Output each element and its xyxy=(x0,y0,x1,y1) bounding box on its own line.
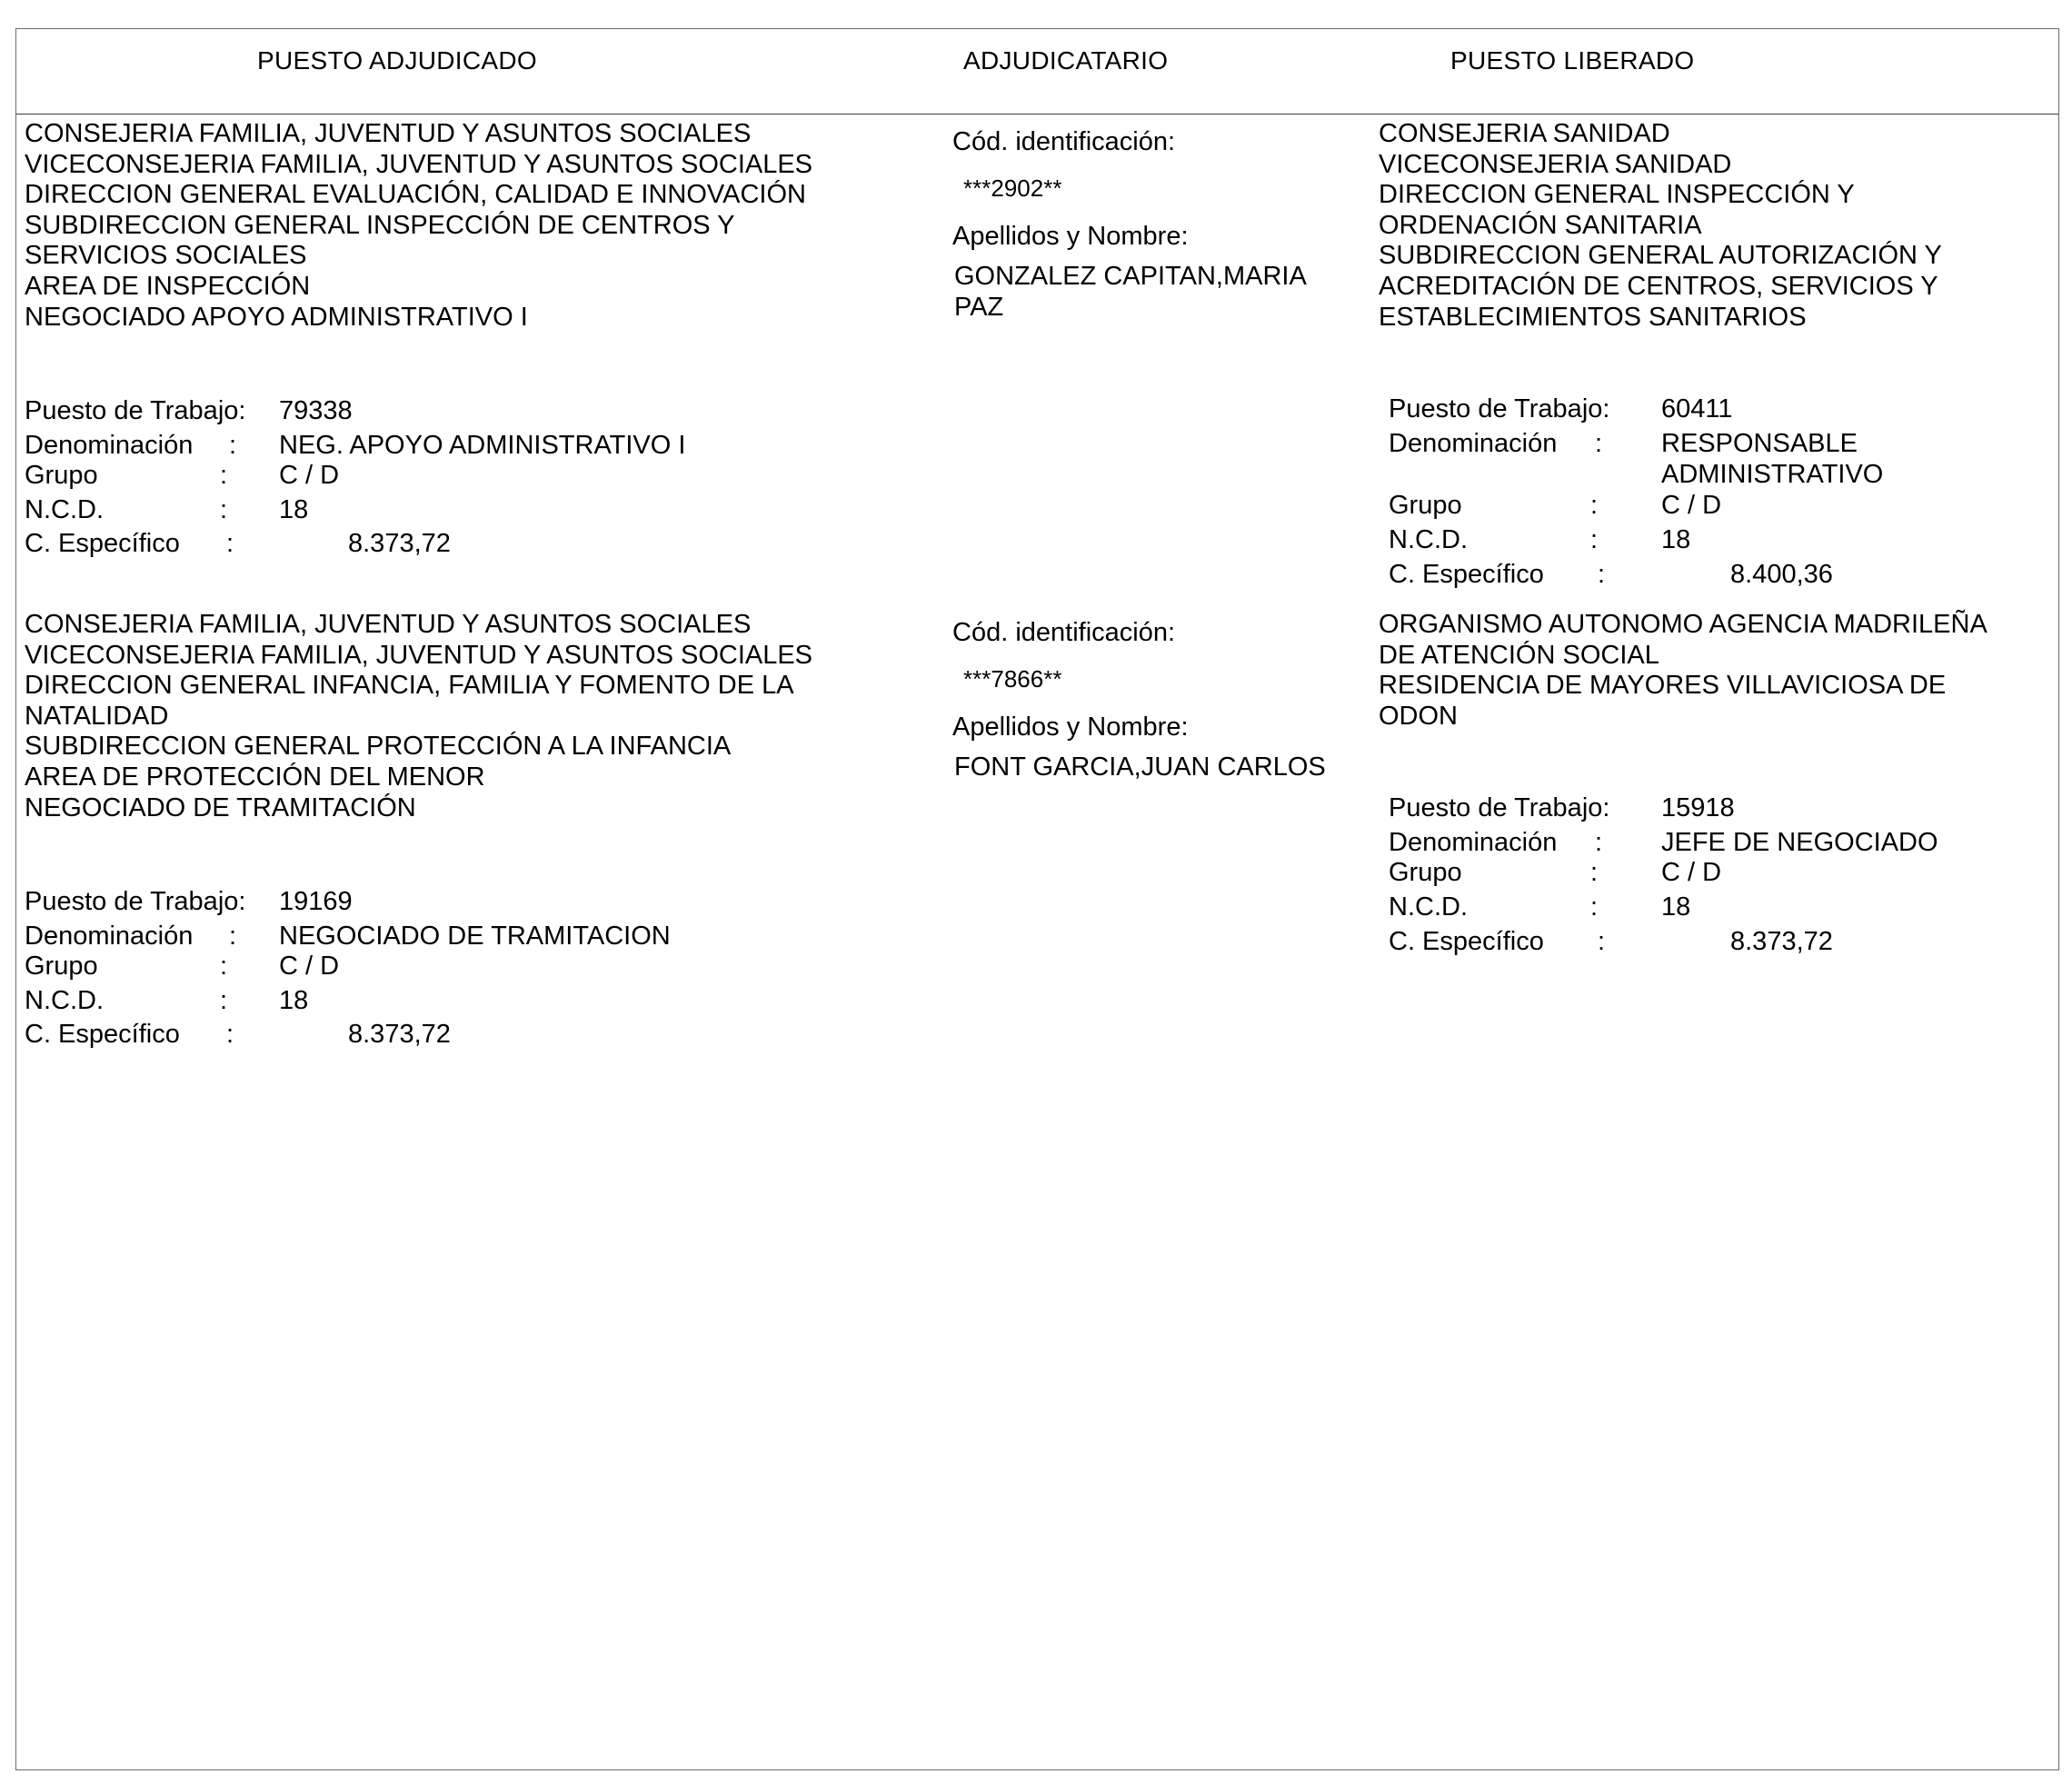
colon: : xyxy=(220,461,228,490)
org-line: ODON xyxy=(1379,701,1458,731)
value-grupo: C / D xyxy=(279,952,340,981)
org-line: DIRECCION GENERAL EVALUACIÓN, CALIDAD E INNOVACIÓN xyxy=(25,180,806,210)
value-denominacion-line: RESPONSABLE xyxy=(1661,429,1858,458)
label-puesto-trabajo: Puesto de Trabajo: xyxy=(25,396,246,425)
label-c-especifico: C. Específico xyxy=(25,529,180,558)
value-ncd: 18 xyxy=(279,495,309,524)
org-line: RESIDENCIA DE MAYORES VILLAVICIOSA DE xyxy=(1379,671,1947,701)
org-line: ESTABLECIMIENTOS SANITARIOS xyxy=(1379,302,1807,332)
value-puesto-trabajo: 79338 xyxy=(279,396,353,425)
table-header-row xyxy=(16,29,2058,115)
label-c-especifico: C. Específico xyxy=(25,1020,180,1049)
label-grupo: Grupo xyxy=(1389,858,1462,887)
label-grupo: Grupo xyxy=(1389,491,1462,520)
colon: : xyxy=(220,495,228,524)
value-grupo: C / D xyxy=(1661,858,1722,887)
org-line: ORDENACIÓN SANITARIA xyxy=(1379,210,1702,240)
org-line: DIRECCION GENERAL INSPECCIÓN Y xyxy=(1379,180,1855,210)
org-line: NATALIDAD xyxy=(25,701,169,731)
header-puesto-liberado: PUESTO LIBERADO xyxy=(1450,46,1695,75)
colon: : xyxy=(226,529,234,558)
value-c-especifico: 8.373,72 xyxy=(348,529,451,558)
org-line: NEGOCIADO APOYO ADMINISTRATIVO I xyxy=(25,302,528,332)
header-puesto-adjudicado: PUESTO ADJUDICADO xyxy=(257,46,537,75)
org-line: SUBDIRECCION GENERAL INSPECCIÓN DE CENTROS Y xyxy=(25,210,735,240)
label-cod-identificacion: Cód. identificación: xyxy=(952,127,1176,156)
value-denominacion-line: ADMINISTRATIVO xyxy=(1661,460,1884,489)
org-line: ACREDITACIÓN DE CENTROS, SERVICIOS Y xyxy=(1379,271,1938,301)
label-grupo: Grupo xyxy=(25,952,98,981)
org-line: VICECONSEJERIA SANIDAD xyxy=(1379,149,1732,179)
colon: : xyxy=(220,952,228,981)
label-grupo: Grupo xyxy=(25,461,98,490)
label-c-especifico: C. Específico xyxy=(1389,927,1544,956)
label-apellidos-nombre: Apellidos y Nombre: xyxy=(952,222,1189,251)
org-line: CONSEJERIA FAMILIA, JUVENTUD Y ASUNTOS SOCIALES xyxy=(25,610,752,639)
org-line: NEGOCIADO DE TRAMITACIÓN xyxy=(25,792,416,822)
value-ncd: 18 xyxy=(279,986,309,1015)
label-denominacion: Denominación xyxy=(1389,429,1558,458)
entry-2-liberado-org xyxy=(1379,610,1987,732)
label-denominacion: Denominación xyxy=(25,922,194,951)
value-grupo: C / D xyxy=(279,461,340,490)
label-puesto-trabajo: Puesto de Trabajo: xyxy=(1389,793,1610,822)
header-adjudicatario: ADJUDICATARIO xyxy=(963,46,1169,75)
label-apellidos-nombre: Apellidos y Nombre: xyxy=(952,713,1189,742)
entry-1-adjudicado-org xyxy=(25,119,812,333)
value-ncd: 18 xyxy=(1661,892,1691,922)
entry-1-liberado-org xyxy=(1379,119,1942,333)
colon: : xyxy=(1590,858,1599,887)
org-line: CONSEJERIA FAMILIA, JUVENTUD Y ASUNTOS SOCIALES xyxy=(25,119,752,148)
label-denominacion: Denominación xyxy=(25,431,194,460)
org-line: AREA DE INSPECCIÓN xyxy=(25,271,311,301)
label-cod-identificacion: Cód. identificación: xyxy=(952,618,1176,647)
colon: : xyxy=(1595,429,1603,458)
value-nombre-line: GONZALEZ CAPITAN,MARIA xyxy=(954,262,1307,291)
colon: : xyxy=(1590,525,1599,554)
org-line: DIRECCION GENERAL INFANCIA, FAMILIA Y FOMENTO DE LA xyxy=(25,671,794,701)
value-puesto-trabajo: 15918 xyxy=(1661,793,1735,822)
label-ncd: N.C.D. xyxy=(1389,525,1468,554)
colon: : xyxy=(1595,828,1603,857)
value-nombre-line: PAZ xyxy=(954,293,1004,322)
value-cod-identificacion: ***7866** xyxy=(963,665,1062,693)
value-nombre-line: FONT GARCIA,JUAN CARLOS xyxy=(954,752,1326,782)
entry-2-adjudicado-org xyxy=(25,610,812,823)
colon: : xyxy=(1590,491,1599,520)
value-cod-identificacion: ***2902** xyxy=(963,174,1062,202)
label-puesto-trabajo: Puesto de Trabajo: xyxy=(25,887,246,916)
value-puesto-trabajo: 60411 xyxy=(1661,394,1733,424)
org-line: ORGANISMO AUTONOMO AGENCIA MADRILEÑA xyxy=(1379,610,1987,639)
value-ncd: 18 xyxy=(1661,525,1691,554)
colon: : xyxy=(229,922,237,951)
label-c-especifico: C. Específico xyxy=(1389,560,1544,589)
value-c-especifico: 8.400,36 xyxy=(1730,560,1833,589)
org-line: AREA DE PROTECCIÓN DEL MENOR xyxy=(25,762,485,792)
value-denominacion-line: JEFE DE NEGOCIADO xyxy=(1661,828,1938,857)
label-puesto-trabajo: Puesto de Trabajo: xyxy=(1389,394,1610,424)
value-c-especifico: 8.373,72 xyxy=(1730,927,1833,956)
org-line: VICECONSEJERIA FAMILIA, JUVENTUD Y ASUNTOS SOCIALES xyxy=(25,149,813,179)
label-ncd: N.C.D. xyxy=(25,986,104,1015)
colon: : xyxy=(1598,927,1606,956)
org-line: SUBDIRECCION GENERAL PROTECCIÓN A LA INFANCIA xyxy=(25,732,732,762)
value-puesto-trabajo: 19169 xyxy=(279,887,353,916)
value-c-especifico: 8.373,72 xyxy=(348,1020,451,1049)
org-line: VICECONSEJERIA FAMILIA, JUVENTUD Y ASUNTOS SOCIALES xyxy=(25,640,813,670)
label-ncd: N.C.D. xyxy=(1389,892,1468,922)
org-line: CONSEJERIA SANIDAD xyxy=(1379,119,1670,148)
label-ncd: N.C.D. xyxy=(25,495,104,524)
colon: : xyxy=(1590,892,1599,922)
colon: : xyxy=(220,986,228,1015)
org-line: SUBDIRECCION GENERAL AUTORIZACIÓN Y xyxy=(1379,241,1942,271)
colon: : xyxy=(229,431,237,460)
label-denominacion: Denominación xyxy=(1389,828,1558,857)
org-line: SERVICIOS SOCIALES xyxy=(25,241,307,271)
value-grupo: C / D xyxy=(1661,491,1722,520)
value-denominacion: NEGOCIADO DE TRAMITACION xyxy=(279,922,671,951)
colon: : xyxy=(226,1020,234,1049)
org-line: DE ATENCIÓN SOCIAL xyxy=(1379,640,1659,670)
value-denominacion: NEG. APOYO ADMINISTRATIVO I xyxy=(279,431,686,460)
colon: : xyxy=(1598,560,1606,589)
